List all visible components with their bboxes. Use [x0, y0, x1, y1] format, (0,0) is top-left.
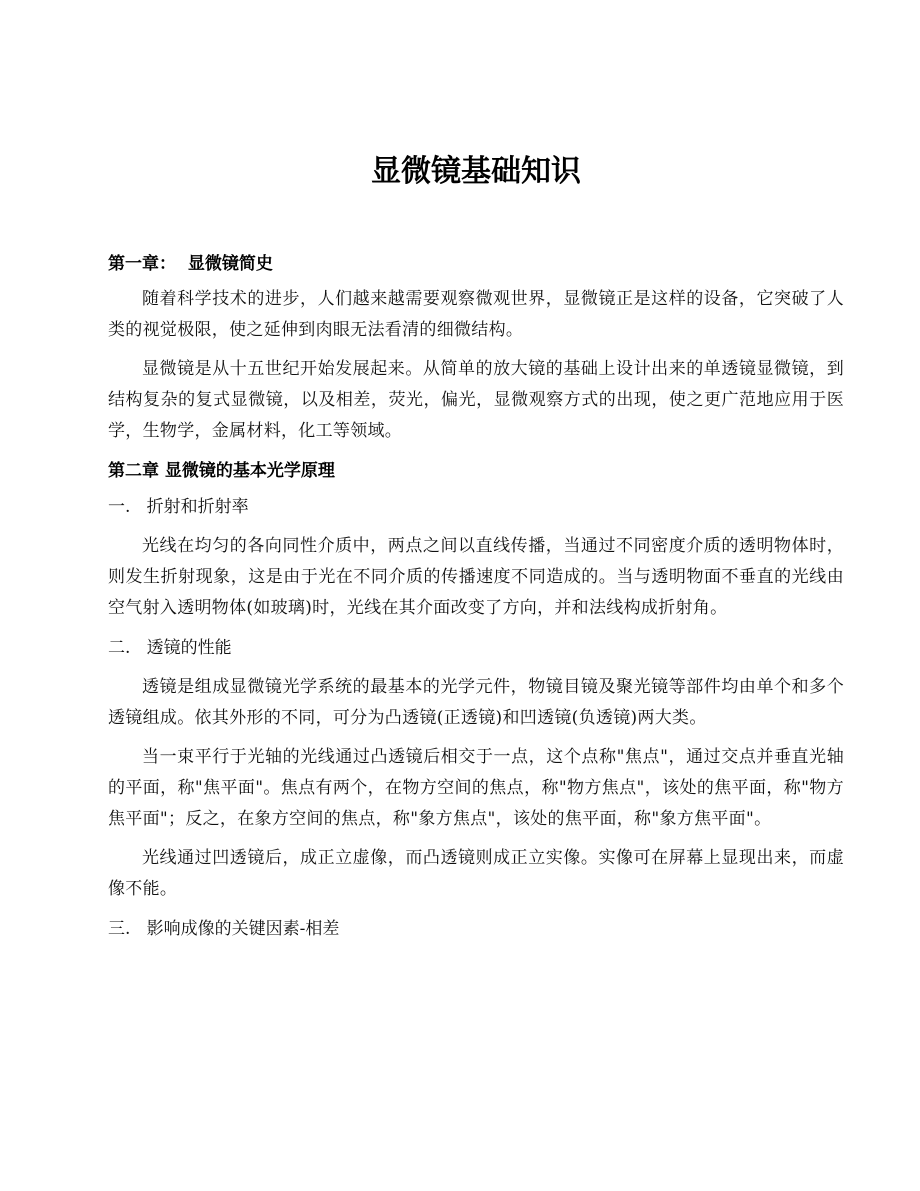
- section-1-heading: 一. 折射和折射率: [108, 497, 249, 517]
- chapter-1-paragraph-1: 随着科学技术的进步，人们越来越需要观察微观世界，显微镜正是这样的设备，它突破了人类的视觉极限，使之延伸到肉眼无法看清的细微结构。: [108, 289, 844, 340]
- chapter-1-paragraph-2: 显微镜是从十五世纪开始发展起来。从简单的放大镜的基础上设计出来的单透镜显微镜，到结构复杂的复式显微镜，以及相差，荧光，偏光，显微观察方式的出现，使之更广范地应用于医学，生物学，金属材料，化工等领域。: [108, 359, 844, 441]
- document-content: [108, 248, 844, 953]
- section-1-paragraph-1: 光线在均匀的各向同性介质中，两点之间以直线传播，当通过不同密度介质的透明物体时，则发生折射现象，这是由于光在不同介质的传播速度不同造成的。当与透明物面不垂直的光线由空气射入透明物体(如玻璃)时，光线在其介面改变了方向，并和法线构成折射角。: [108, 536, 844, 618]
- section-2-paragraph-1: 透镜是组成显微镜光学系统的最基本的光学元件，物镜目镜及聚光镜等部件均由单个和多个透镜组成。依其外形的不同，可分为凸透镜(正透镜)和凹透镜(负透镜)两大类。: [108, 677, 844, 728]
- section-2-paragraph-3: 光线通过凹透镜后，成正立虚像，而凸透镜则成正立实像。实像可在屏幕上显现出来，而虚像不能。: [108, 848, 844, 899]
- section-3-heading: 三. 影响成像的关键因素-相差: [108, 919, 340, 939]
- chapter-2-heading: 第二章 显微镜的基本光学原理: [108, 461, 335, 481]
- section-2-heading: 二. 透镜的性能: [108, 638, 232, 658]
- chapter-1-heading: 第一章： 显微镜简史: [108, 254, 273, 274]
- document-title: 显微镜基础知识: [371, 154, 581, 189]
- section-2-paragraph-2: 当一束平行于光轴的光线通过凸透镜后相交于一点，这个点称"焦点"，通过交点并垂直光轴的平面，称"焦平面"。焦点有两个，在物方空间的焦点，称"物方焦点"，该处的焦平面，称"物方焦平面"；反之，在象方空间的焦点，称"象方焦点"，该处的焦平面，称"象方焦平面"。: [108, 747, 844, 829]
